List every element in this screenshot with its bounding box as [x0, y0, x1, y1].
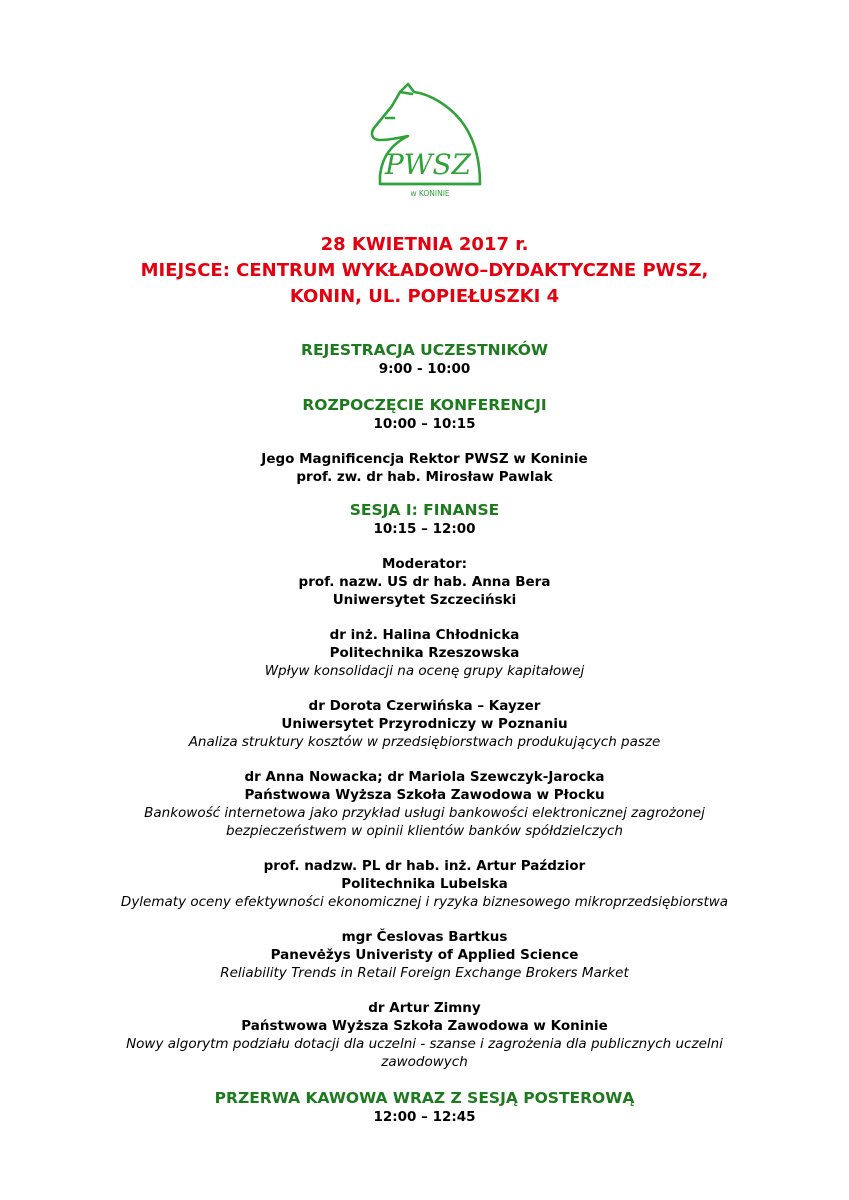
- talk-affiliation: Państwowa Wyższa Szkoła Zawodowa w Koninie: [241, 1018, 608, 1034]
- talk-author: mgr Česlovas Bartkus: [341, 929, 508, 945]
- talk-title: Reliability Trends in Retail Foreign Exchange Brokers Market: [220, 965, 629, 981]
- talk-title: zawodowych: [381, 1054, 468, 1070]
- talk-title: Wpływ konsolidacji na ocenę grupy kapitałowej: [264, 663, 585, 679]
- talk-item: [0, 626, 849, 680]
- talk-author: prof. nadzw. PL dr hab. inż. Artur Paździor: [263, 858, 586, 874]
- opening-title: ROZPOCZĘCIE KONFERENCJI: [302, 396, 547, 414]
- event-header: [0, 232, 849, 310]
- talk-item: [0, 768, 849, 840]
- session1-title: SESJA I: FINANSE: [349, 501, 500, 519]
- registration-title: REJESTRACJA UCZESTNIKÓW: [301, 341, 548, 359]
- talk-affiliation: Politechnika Lubelska: [341, 876, 508, 892]
- talk-author: dr Dorota Czerwińska – Kayzer: [308, 698, 541, 714]
- talk-title: Dylematy oceny efektywności ekonomicznej i ryzyka biznesowego mikroprzedsiębiorstwa: [120, 894, 729, 910]
- talk-item: [0, 928, 849, 982]
- talk-item: [0, 697, 849, 751]
- logo-subtext: w KONINIE: [410, 189, 450, 198]
- talk-author: dr inż. Halina Chłodnicka: [329, 627, 520, 643]
- talk-affiliation: Uniwersytet Przyrodniczy w Poznaniu: [281, 716, 568, 732]
- event-place-line1: MIEJSCE: CENTRUM WYKŁADOWO–DYDAKTYCZNE PWSZ,: [140, 260, 709, 281]
- logo-text: PWSZ: [384, 148, 472, 181]
- event-place-line2: KONIN, UL. POPIEŁUSZKI 4: [289, 286, 560, 307]
- pwsz-logo: [364, 78, 484, 200]
- moderator-label: Moderator:: [381, 556, 468, 572]
- break-time: 12:00 – 12:45: [373, 1109, 476, 1125]
- talk-item: [0, 999, 849, 1071]
- opening-time: 10:00 – 10:15: [373, 416, 476, 432]
- registration-time: 9:00 - 10:00: [378, 361, 471, 377]
- talk-title: Nowy algorytm podziału dotacji dla uczelni - szanse i zagrożenia dla publicznych uczelni: [126, 1036, 723, 1052]
- moderator-name: prof. nazw. US dr hab. Anna Bera: [298, 574, 551, 590]
- talk-affiliation: Państwowa Wyższa Szkoła Zawodowa w Płocku: [244, 787, 605, 803]
- talk-item: [0, 857, 849, 911]
- session1-time: 10:15 – 12:00: [373, 521, 476, 537]
- talk-title: bezpieczeństwem w opinii klientów banków spółdzielczych: [226, 823, 623, 839]
- event-date: 28 KWIETNIA 2017 r.: [320, 234, 529, 255]
- moderator-affiliation: Uniwersytet Szczeciński: [332, 592, 517, 608]
- talk-author: dr Anna Nowacka; dr Mariola Szewczyk-Jarocka: [244, 769, 605, 785]
- break-title: PRZERWA KAWOWA WRAZ Z SESJĄ POSTEROWĄ: [214, 1089, 635, 1107]
- talk-affiliation: Panevėžys Univeristy of Applied Science: [270, 947, 579, 963]
- talk-title: Bankowość internetowa jako przykład usługi bankowości elektronicznej zagrożonej: [144, 805, 705, 821]
- talk-title: Analiza struktury kosztów w przedsiębiorstwach produkujących pasze: [188, 734, 661, 750]
- talk-author: dr Artur Zimny: [368, 1000, 481, 1016]
- talk-affiliation: Politechnika Rzeszowska: [329, 645, 520, 661]
- conference-program: [0, 340, 849, 1126]
- opening-speaker-line1: Jego Magnificencja Rektor PWSZ w Koninie: [261, 451, 588, 467]
- opening-speaker-line2: prof. zw. dr hab. Mirosław Pawlak: [296, 469, 553, 485]
